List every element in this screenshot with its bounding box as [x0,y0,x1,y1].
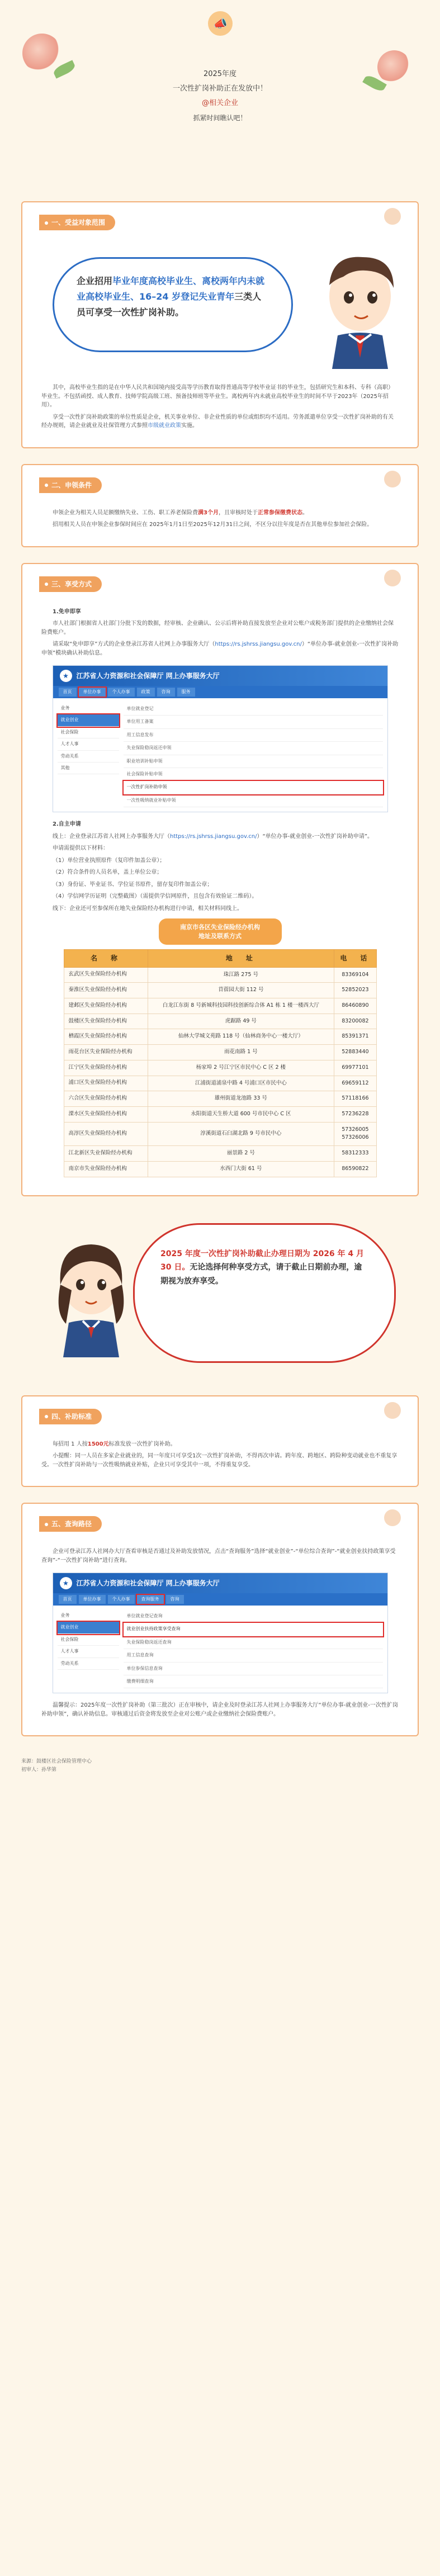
table-row [64,1122,376,1145]
table-cell-name: 建邺区失业保险经办机构 [64,998,148,1014]
table-cell-tel: 57326005 57326006 [334,1122,376,1145]
editor-line: 初审人：孙华第 [21,1767,57,1773]
side-item[interactable]: 人才人事 [58,1646,119,1658]
section-query [21,1503,419,1736]
office-table [64,949,377,1177]
table-cell-name: 浦口区失业保险经办机构 [64,1076,148,1091]
table-cell-name: 雨花台区失业保险经办机构 [64,1045,148,1060]
cartoon-boy-avatar [310,246,410,369]
paragraph: 享受一次性扩岗补助政策的单位性质是企业，机关事业单位、非企业性质的单位或组织均不适用。劳务派遣单位享受一次性扩岗补助的有关经办规则，请企业就业及社保管理方式参照市级就业政策实施。 [41,414,394,429]
table-cell-addr: 白龙江东街 8 号新城科技园科技创新综合体 A1 栋 1 楼一楼西大厅 [148,998,334,1014]
source-line: 来源：鼓楼区社会保险管理中心 [21,1759,92,1765]
megaphone-icon: 📣 [208,11,233,36]
service-item[interactable]: 缴费明细查询 [124,1675,383,1688]
side-item[interactable]: 业务 [58,703,119,714]
column-header: 地 址 [148,949,334,967]
side-item[interactable]: 社会保险 [58,727,119,738]
section-tag: 一、受益对象范围 [39,215,115,230]
table-cell-name: 溧水区失业保险经办机构 [64,1106,148,1122]
table-cell-addr: 雨花南路 1 号 [148,1045,334,1060]
service-item[interactable]: 社会保险补贴申领 [124,768,383,781]
portal-screenshot [53,1573,388,1693]
table-row [64,1014,376,1029]
service-item[interactable]: 单位就业登记查询 [124,1610,383,1623]
corner-decoration [384,471,401,487]
paragraph: 申请需提供以下材料： [53,845,108,852]
side-item[interactable]: 劳动关系 [58,751,119,763]
paragraph: 其中，高校毕业生指的是在中华人民共和国境内接受高等学历教育取得普通高等学校毕业证书的毕业生，包括研究生和本科、专科（高职）毕业生。不包括函授、成人教育、技师学院高级工班、预备技师班等毕业生。离校两年内未就业高校毕业生的时间不早于2023年（2025年招用）。 [41,385,394,408]
corner-decoration [384,1402,401,1419]
table-cell-addr: 水西门大街 61 号 [148,1161,334,1177]
table-row [64,983,376,998]
table-cell-tel: 86590822 [334,1161,376,1177]
flower-decoration [377,50,411,84]
paragraph: 市人社部门根据省人社部门分批下发的数据，经审核、企业确认、公示后将补助直接发放至企业对公账户或税务部门提供的企业缴纳社会保险费账户。 [41,621,394,636]
nav-tab[interactable]: 单位办事 [79,688,106,697]
table-row [64,998,376,1014]
header-call: 抓紧时间瞧认吧！ [193,114,247,122]
service-item[interactable]: 单位用工备案 [124,716,383,728]
column-header: 电 话 [334,949,376,967]
nav-tab[interactable]: 首页 [59,688,77,697]
service-item[interactable]: 一次性吸纳就业补贴申领 [124,794,383,807]
table-cell-tel: 52852023 [334,983,376,998]
paragraph: 请采取“免申即享”方式的企业登录江苏省人社网上办事服务大厅（https://rs.jshrss.jiangsu.gov.cn/）“单位办事-就业创业-一次性扩岗补助申领”模块确认补助信息。 [41,641,399,656]
table-row [64,1045,376,1060]
table-row [64,1029,376,1045]
header [0,0,440,201]
side-item[interactable]: 业务 [58,1610,119,1622]
side-item[interactable]: 人才人事 [58,738,119,750]
policy-link[interactable]: 市级就业政策 [148,423,181,429]
table-cell-tel: 57118166 [334,1091,376,1107]
table-row [64,1106,376,1122]
nav-tab[interactable]: 咨询 [157,688,175,697]
table-cell-addr: 仙林大学城文苑路 118 号（仙林商务中心一楼大厅） [148,1029,334,1045]
flower-decoration [22,34,61,73]
service-item[interactable]: 单位参保信息查询 [124,1663,383,1675]
table-cell-name: 秦淮区失业保险经办机构 [64,983,148,998]
table-cell-tel: 69977101 [334,1060,376,1076]
table-cell-name: 南京市失业保险经办机构 [64,1161,148,1177]
table-cell-addr: 虎踞路 49 号 [148,1014,334,1029]
paragraph: 招用相关人员在申领企业参保时间应在 2025年1月1日至2025年12月31日之间，不区分以往年度是否在其他单位参加社会保险。 [53,522,373,528]
paragraph: 线上：企业登录江苏省人社网上办事服务大厅（https://rs.jshrss.jiangsu.gov.cn/）“单位办事-就业创业-一次性扩岗补助申请”。 [53,833,373,840]
subheading: 2.自主申请 [53,821,81,828]
nav-tab[interactable]: 政策 [137,688,155,697]
section-standard [21,1395,419,1488]
table-cell-tel: 52883440 [334,1045,376,1060]
paragraph: 申领企业为相关人员足额缴纳失业、工伤、职工养老保险费满3个月，且审核时处于正常参保缴费状态。 [53,509,308,516]
subheading: 1.免申即享 [53,608,81,615]
paragraph: 企业可登录江苏人社网办大厅查看审核是否通过及补助发放情况，点击“查询服务”选择“就业创业”-“单位综合查询”-“就业创业扶持政策享受查询”-“一次性扩岗补助”进行查询。 [41,1549,396,1564]
table-row [64,1076,376,1091]
table-row [64,1060,376,1076]
table-cell-name: 高淳区失业保险经办机构 [64,1122,148,1145]
speech-bubble: 企业招用毕业年度高校毕业生、离校两年内未就业高校毕业生、16–24 岁登记失业青年三类人员可享受一次性扩岗补助。 [53,257,293,352]
emblem-icon: ★ [60,670,72,682]
table-cell-addr: 杨家埠 2 号江宁区市民中心 C 区 2 楼 [148,1060,334,1076]
service-item[interactable]: 一次性扩岗补助申领 [124,781,383,794]
table-cell-name: 六合区失业保险经办机构 [64,1091,148,1107]
nav-tab[interactable]: 查询服务 [137,1595,164,1604]
table-cell-tel: 86460890 [334,998,376,1014]
table-row [64,1161,376,1177]
nav-tab[interactable]: 单位办事 [79,1595,106,1604]
header-subtitle: 一次性扩岗补助正在发放中！ [172,84,267,93]
paragraph: 每招用 1 人按1500元标准发放一次性扩岗补助。 [53,1441,176,1447]
side-item[interactable]: 劳动关系 [58,1658,119,1670]
portal-screenshot [53,665,388,812]
service-item[interactable]: 失业保险稳岗返还查询 [124,1636,383,1649]
list-item: （1）单位营业执照原件（复印件加盖公章）； [53,857,165,864]
table-cell-addr: 珠江路 275 号 [148,967,334,983]
service-item[interactable]: 单位就业登记 [124,703,383,716]
nav-tab[interactable]: 服务 [177,688,195,697]
paragraph: 小提醒：同一人员在多家企业就业的，同一年度只可享受1次一次性扩岗补助，不得再次申请。跨年度、跨地区、跨险种变动就业也不重复享受。一次性扩岗补助与一次性吸纳就业补贴，企业只可享受其中一项，不得重复享受。 [41,1453,398,1468]
table-cell-name: 鼓楼区失业保险经办机构 [64,1014,148,1029]
service-item[interactable]: 用工信息发布 [124,729,383,742]
table-cell-tel: 85391371 [334,1029,376,1045]
section-beneficiaries [21,201,419,448]
paragraph: 线下：企业还可至参保所在地失业保险经办机构进行申请，相关材料同线上。 [53,905,243,912]
nav-tab[interactable]: 首页 [59,1595,77,1604]
table-cell-tel: 58312333 [334,1146,376,1162]
portal-title: 江苏省人力资源和社会保障厅 网上办事服务大厅 [76,671,220,680]
service-item[interactable]: 职业培训补贴申领 [124,755,383,768]
section-tag: 二、申领条件 [39,477,102,493]
table-cell-name: 江北新区失业保险经办机构 [64,1146,148,1162]
table-cell-name: 栖霞区失业保险经办机构 [64,1029,148,1045]
table-row [64,1146,376,1162]
list-item: （2）符合条件的人员名单，盖上单位公章； [53,869,163,876]
corner-decoration [384,208,401,225]
emblem-icon: ★ [60,1577,72,1589]
portal-title: 江苏省人力资源和社会保障厅 网上办事服务大厅 [76,1579,220,1587]
reminder-bubble: 2025 年度一次性扩岗补助截止办理日期为 2026 年 4 月 30 日。无论选择何种享受方式，请于截止日期前办理，逾期视为放弃享受。 [133,1223,396,1363]
side-item[interactable]: 社会保险 [58,1634,119,1646]
corner-decoration [384,1509,401,1526]
portal-link[interactable]: https://rs.jshrss.jiangsu.gov.cn/ [215,641,302,647]
service-item[interactable]: 失业保险稳岗返还申领 [124,742,383,755]
nav-tab[interactable]: 个人办事 [108,688,135,697]
list-item: （4）学信网学历证明（完整截图）（需提供学信网原件，且包含有效验证二维码）。 [53,893,258,900]
section-tag: 五、查询路径 [39,1516,102,1532]
table-cell-addr: 雄州街道龙池路 33 号 [148,1091,334,1107]
deadline-reminder [21,1212,419,1380]
table-cell-tel: 69659112 [334,1076,376,1091]
section-tag: 三、享受方式 [39,576,102,592]
paragraph: 温馨提示：2025年度一次性扩岗补助（第三批次）正在审核中，请企业及时登录江苏人社网上办事服务大厅“单位办事-就业创业-一次性扩岗补助申领”，确认补助信息。审核通过后资金将发放至企业对公账户或企业缴纳社会保险费账户。 [41,1702,398,1717]
table-cell-tel: 83200082 [334,1014,376,1029]
table-cell-name: 江宁区失业保险经办机构 [64,1060,148,1076]
nav-tab[interactable]: 咨询 [166,1595,184,1604]
table-title: 南京市各区失业保险经办机构 地址及联系方式 [159,918,282,945]
nav-tab[interactable]: 个人办事 [108,1595,135,1604]
side-item[interactable]: 就业创业 [58,1622,119,1633]
table-row [64,1091,376,1107]
table-cell-tel: 57236228 [334,1106,376,1122]
section-tag: 四、补助标准 [39,1409,102,1424]
table-cell-addr: 苜蓿园大街 112 号 [148,983,334,998]
table-cell-name: 玄武区失业保险经办机构 [64,967,148,983]
side-item[interactable]: 其他 [58,763,119,774]
header-mention: @相关企业 [201,99,238,107]
section-conditions [21,464,419,547]
header-year: 2025年度 [203,70,237,78]
column-header: 名 称 [64,949,148,967]
section-methods [21,563,419,1196]
table-cell-addr: 丽景路 2 号 [148,1146,334,1162]
table-cell-addr: 永阳街道天生桥大道 600 号市民中心 C 区 [148,1106,334,1122]
cartoon-girl-avatar [44,1229,139,1357]
corner-decoration [384,570,401,586]
table-cell-addr: 淳溪街道石臼湖北路 9 号市民中心 [148,1122,334,1145]
service-item[interactable]: 用工信息查询 [124,1649,383,1662]
portal-link[interactable]: https://rs.jshrss.jiangsu.gov.cn/ [170,833,257,840]
table-cell-tel: 83369104 [334,967,376,983]
side-item[interactable]: 就业创业 [58,714,119,726]
table-row [64,967,376,983]
service-item[interactable]: 就业创业扶持政策享受查询 [124,1623,383,1636]
footer [0,1752,440,1777]
list-item: （3）身份证、毕业证书、学位证书原件，留存复印件加盖公章； [53,881,213,888]
table-cell-addr: 江浦街道浦泉中路 4 号浦口区市民中心 [148,1076,334,1091]
